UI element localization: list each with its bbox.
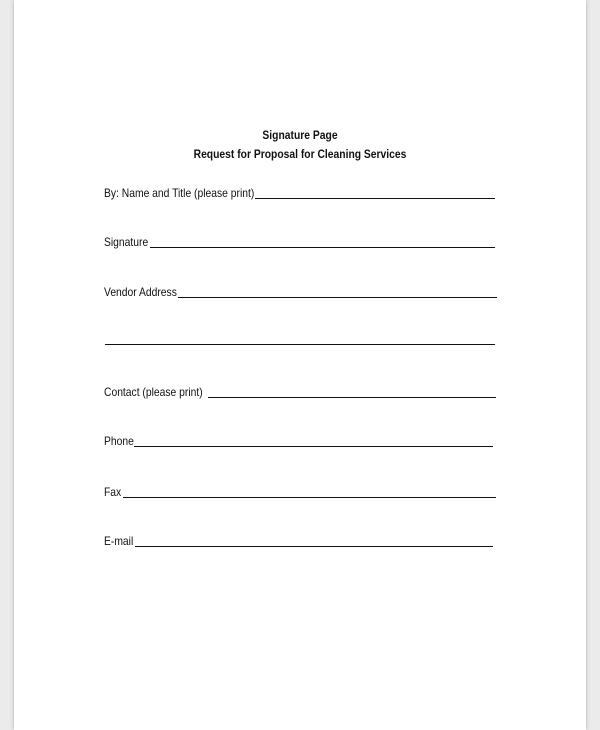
vendor-address-input-line-2[interactable]: [105, 344, 495, 345]
field-name-title: [104, 180, 504, 200]
field-label: Contact (please print): [104, 385, 203, 399]
contact-input-line[interactable]: [208, 397, 496, 398]
field-label: Vendor Address: [104, 285, 177, 299]
document-page: [14, 0, 586, 730]
field-fax: [104, 479, 504, 499]
field-label: Fax: [104, 485, 122, 499]
field-contact: [104, 379, 504, 399]
page-title: Signature Page: [262, 128, 338, 142]
field-label: E-mail: [104, 534, 134, 548]
email-input-line[interactable]: [135, 546, 493, 547]
page-subtitle: Request for Proposal for Cleaning Services: [193, 147, 407, 161]
field-email: [104, 528, 504, 548]
field-phone: [104, 428, 504, 448]
field-label: Phone: [104, 434, 134, 448]
fax-input-line[interactable]: [123, 497, 496, 498]
name-title-input-line[interactable]: [255, 198, 495, 199]
field-label: Signature: [104, 235, 149, 249]
signature-input-line[interactable]: [150, 247, 495, 248]
field-signature: [104, 229, 504, 249]
field-label: By: Name and Title (please print): [104, 186, 255, 200]
phone-input-line[interactable]: [134, 446, 493, 447]
field-vendor-address: [104, 279, 504, 299]
vendor-address-input-line[interactable]: [178, 297, 497, 298]
